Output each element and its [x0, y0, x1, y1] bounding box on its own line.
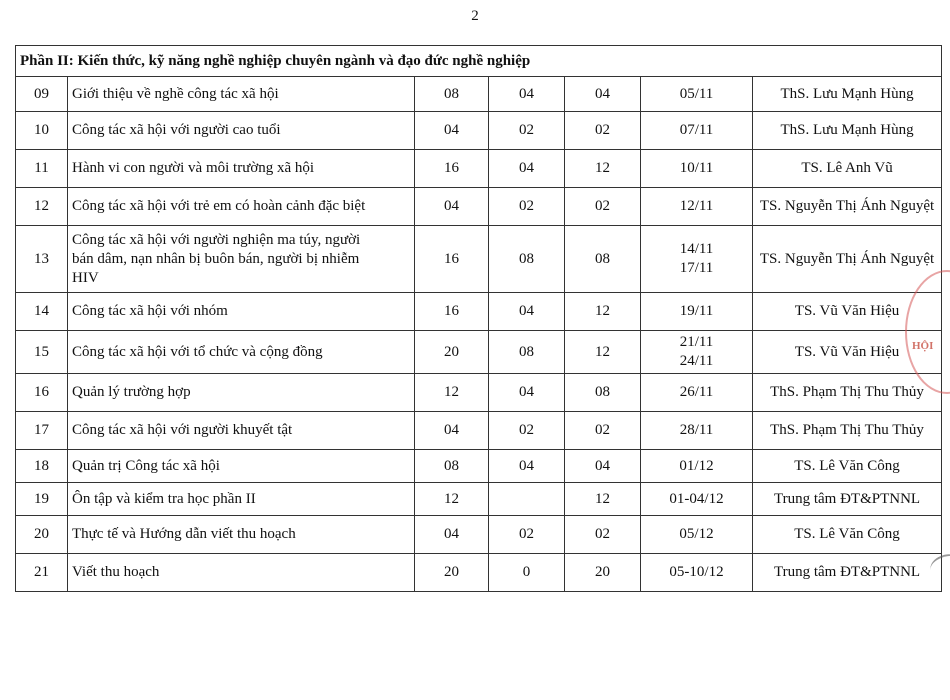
- theory-hours: 02: [489, 412, 565, 450]
- course-name: [68, 412, 415, 450]
- total-hours: 16: [415, 226, 489, 293]
- session-date-line: 19/11: [679, 303, 714, 319]
- practice-hours: 04: [565, 77, 641, 112]
- theory-hours: 08: [489, 331, 565, 374]
- session-date: [641, 293, 753, 331]
- session-date-line: 21/11: [679, 334, 714, 350]
- table-row: [16, 293, 942, 331]
- session-date-line: 26/11: [679, 384, 714, 400]
- row-number: 18: [16, 450, 68, 483]
- course-name-line: Ôn tập và kiểm tra học phần II: [72, 490, 256, 507]
- row-number: 10: [16, 112, 68, 150]
- lecturer-name: TS. Nguyễn Thị Ánh Nguyệt: [753, 226, 942, 293]
- course-name-line: Viết thu hoạch: [72, 564, 160, 580]
- course-name: [68, 226, 415, 293]
- session-date: [641, 412, 753, 450]
- session-date: [641, 188, 753, 226]
- course-name-line: bán dâm, nạn nhân bị buôn bán, người bị nhiễm: [72, 250, 360, 267]
- theory-hours: 02: [489, 188, 565, 226]
- course-name: [68, 293, 415, 331]
- total-hours: 16: [415, 293, 489, 331]
- session-date: [641, 112, 753, 150]
- lecturer-name: TS. Lê Văn Công: [753, 450, 942, 483]
- session-date-line: 10/11: [679, 160, 714, 176]
- total-hours: 08: [415, 450, 489, 483]
- theory-hours: 02: [489, 112, 565, 150]
- course-name-line: Công tác xã hội với nhóm: [72, 303, 228, 319]
- stamp-text: HỘI: [912, 340, 934, 352]
- table-row: [16, 554, 942, 592]
- row-number: 17: [16, 412, 68, 450]
- course-name: [68, 554, 415, 592]
- course-name-line: Hành vi con người và môi trường xã hội: [72, 160, 315, 176]
- total-hours: 04: [415, 188, 489, 226]
- table-row: [16, 412, 942, 450]
- total-hours: 12: [415, 483, 489, 516]
- theory-hours: 04: [489, 77, 565, 112]
- table-row: [16, 331, 942, 374]
- session-date: [641, 516, 753, 554]
- lecturer-name: TS. Lê Anh Vũ: [753, 150, 942, 188]
- course-name-line: Công tác xã hội với người cao tuổi: [72, 122, 281, 138]
- section-header-row: [16, 46, 942, 77]
- course-name-line: Thực tế và Hướng dẫn viết thu hoạch: [72, 526, 296, 542]
- table-row: [16, 483, 942, 516]
- session-date: [641, 554, 753, 592]
- course-name-line: Quản lý trường hợp: [72, 384, 191, 400]
- course-name: [68, 450, 415, 483]
- session-date-line: 05/11: [679, 85, 714, 102]
- row-number: 14: [16, 293, 68, 331]
- session-date-line: 28/11: [679, 422, 714, 438]
- table-row: [16, 150, 942, 188]
- practice-hours: 02: [565, 188, 641, 226]
- lecturer-name: ThS. Lưu Mạnh Hùng: [753, 112, 942, 150]
- row-number: 12: [16, 188, 68, 226]
- total-hours: 04: [415, 112, 489, 150]
- course-name: [68, 331, 415, 374]
- course-name: [68, 112, 415, 150]
- theory-hours: 04: [489, 374, 565, 412]
- lecturer-name: Trung tâm ĐT&PTNNL: [753, 483, 942, 516]
- session-date: [641, 374, 753, 412]
- practice-hours: 02: [565, 412, 641, 450]
- row-number: 09: [16, 77, 68, 112]
- schedule-table: [15, 45, 942, 592]
- table-row: [16, 112, 942, 150]
- practice-hours: 12: [565, 150, 641, 188]
- table-row: [16, 188, 942, 226]
- table-row: [16, 226, 942, 293]
- theory-hours: 04: [489, 150, 565, 188]
- lecturer-name: TS. Lê Văn Công: [753, 516, 942, 554]
- session-date-line: 01/12: [679, 457, 714, 474]
- practice-hours: 08: [565, 226, 641, 293]
- session-date-line: 05/12: [679, 526, 714, 542]
- session-date: [641, 226, 753, 293]
- course-name: [68, 516, 415, 554]
- theory-hours: 04: [489, 293, 565, 331]
- session-date-line: 01-04/12: [669, 490, 724, 507]
- practice-hours: 12: [565, 293, 641, 331]
- practice-hours: 12: [565, 483, 641, 516]
- course-name: [68, 483, 415, 516]
- course-name: [68, 77, 415, 112]
- row-number: 19: [16, 483, 68, 516]
- theory-hours: [489, 483, 565, 516]
- practice-hours: 08: [565, 374, 641, 412]
- practice-hours: 04: [565, 450, 641, 483]
- practice-hours: 02: [565, 112, 641, 150]
- section-title: Phần II: Kiến thức, kỹ năng nghề nghiệp chuyên ngành và đạo đức nghề nghiệp: [16, 46, 942, 77]
- table-row: [16, 516, 942, 554]
- table-row: [16, 374, 942, 412]
- total-hours: 20: [415, 331, 489, 374]
- row-number: 20: [16, 516, 68, 554]
- row-number: 21: [16, 554, 68, 592]
- total-hours: 16: [415, 150, 489, 188]
- lecturer-name: TS. Vũ Văn Hiệu: [753, 331, 942, 374]
- table-row: [16, 77, 942, 112]
- row-number: 16: [16, 374, 68, 412]
- theory-hours: 08: [489, 226, 565, 293]
- course-name-line: Công tác xã hội với người khuyết tật: [72, 422, 293, 438]
- session-date-line: 07/11: [679, 122, 714, 138]
- row-number: 13: [16, 226, 68, 293]
- table-row: [16, 450, 942, 483]
- row-number: 15: [16, 331, 68, 374]
- lecturer-name: ThS. Phạm Thị Thu Thủy: [753, 412, 942, 450]
- session-date-line: 05-10/12: [669, 564, 724, 580]
- practice-hours: 20: [565, 554, 641, 592]
- course-name: [68, 150, 415, 188]
- page-number: 2: [471, 8, 479, 24]
- course-name: [68, 374, 415, 412]
- total-hours: 08: [415, 77, 489, 112]
- total-hours: 12: [415, 374, 489, 412]
- theory-hours: 04: [489, 450, 565, 483]
- session-date: [641, 150, 753, 188]
- total-hours: 04: [415, 412, 489, 450]
- lecturer-name: ThS. Phạm Thị Thu Thủy: [753, 374, 942, 412]
- session-date-line: 24/11: [679, 353, 714, 369]
- row-number: 11: [16, 150, 68, 188]
- lecturer-name: Trung tâm ĐT&PTNNL: [753, 554, 942, 592]
- session-date-line: 12/11: [679, 198, 714, 214]
- session-date-line: 17/11: [679, 260, 714, 276]
- lecturer-name: TS. Vũ Văn Hiệu: [753, 293, 942, 331]
- practice-hours: 02: [565, 516, 641, 554]
- course-name-line: Giới thiệu về nghề công tác xã hội: [72, 85, 279, 102]
- lecturer-name: TS. Nguyễn Thị Ánh Nguyệt: [753, 188, 942, 226]
- course-name-line: HIV: [72, 269, 99, 286]
- theory-hours: 02: [489, 516, 565, 554]
- session-date: [641, 77, 753, 112]
- practice-hours: 12: [565, 331, 641, 374]
- course-name-line: Công tác xã hội với người nghiện ma túy, người: [72, 231, 361, 248]
- course-name-line: Công tác xã hội với trẻ em có hoàn cảnh đặc biệt: [72, 198, 366, 214]
- session-date: [641, 331, 753, 374]
- session-date-line: 14/11: [679, 241, 714, 257]
- theory-hours: 0: [489, 554, 565, 592]
- total-hours: 20: [415, 554, 489, 592]
- session-date: [641, 450, 753, 483]
- session-date: [641, 483, 753, 516]
- total-hours: 04: [415, 516, 489, 554]
- course-name: [68, 188, 415, 226]
- course-name-line: Quản trị Công tác xã hội: [72, 457, 220, 474]
- lecturer-name: ThS. Lưu Mạnh Hùng: [753, 77, 942, 112]
- course-name-line: Công tác xã hội với tổ chức và cộng đồng: [72, 343, 323, 360]
